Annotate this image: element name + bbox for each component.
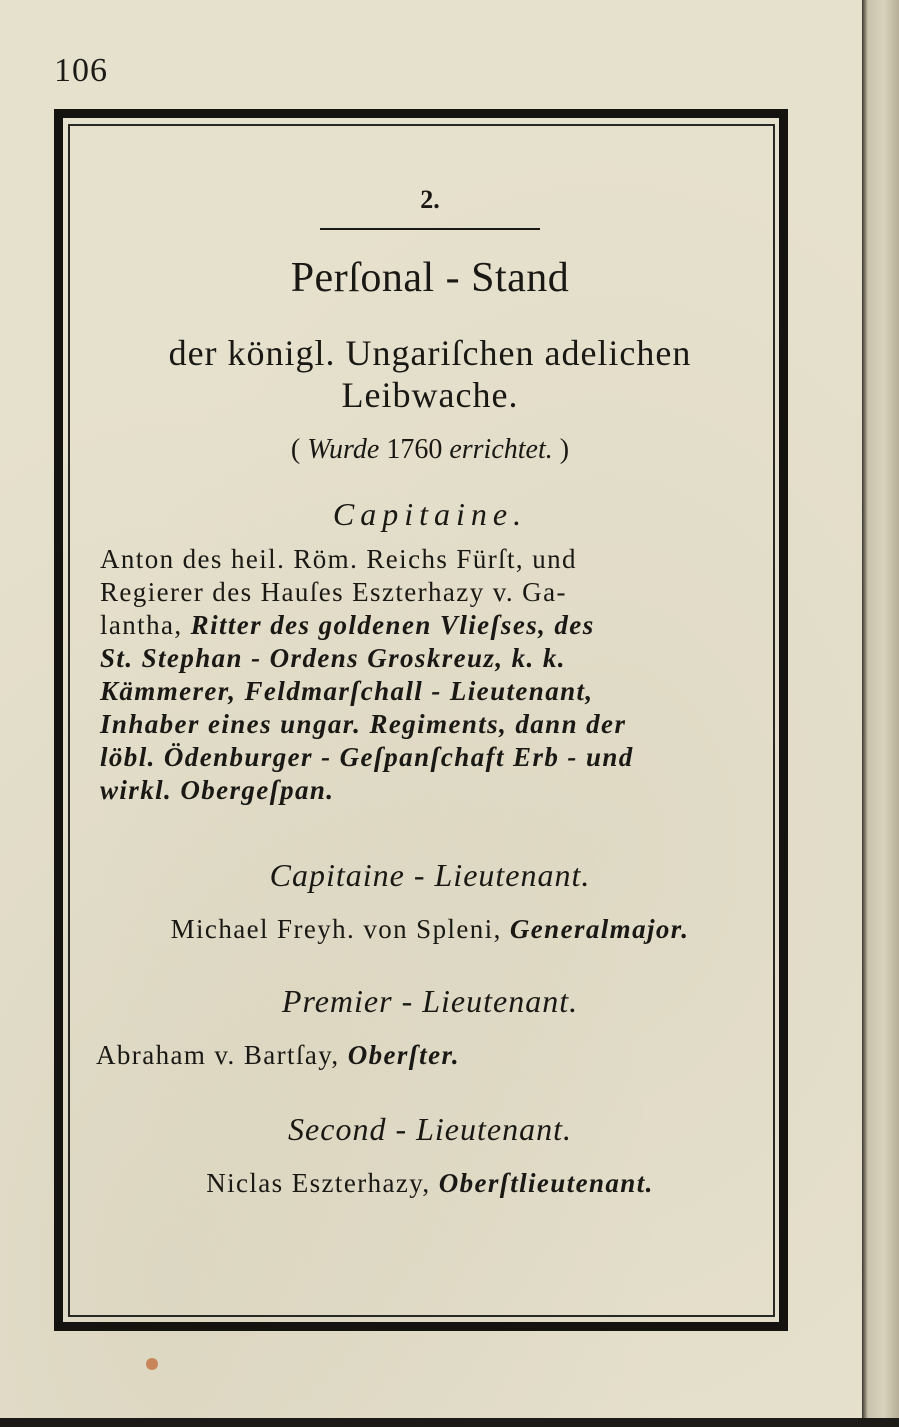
- note-word-wurde: Wurde: [307, 434, 380, 465]
- note-open-paren: (: [290, 434, 301, 465]
- heading-premier-lieutenant: Premier - Lieutenant.: [281, 983, 579, 1019]
- note-close-paren: ): [559, 434, 570, 465]
- capitaine-line-1-plain: Anton des heil. Röm. Reichs Fürſt, und: [100, 544, 577, 574]
- note-year: 1760: [386, 434, 443, 465]
- capitaine-lieutenant-name: Michael Freyh. von Spleni,: [170, 914, 510, 944]
- founding-note: [80, 434, 780, 466]
- capitaine-line-3-plain: lantha,: [100, 610, 191, 640]
- capitaine-line-6-italic: Inhaber eines ungar. Regiments, dann der: [100, 709, 627, 739]
- page-number: 106: [54, 52, 108, 89]
- capitaine-lieutenant-rank: Generalmajor.: [509, 914, 690, 944]
- capitaine-entry: [80, 543, 780, 807]
- capitaine-line-1: [100, 543, 768, 576]
- subtitle-line-1: der königl. Ungariſchen adelichen: [168, 333, 692, 373]
- capitaine-line-7: [100, 741, 768, 774]
- premier-lieutenant-entry: [80, 1040, 780, 1071]
- second-lieutenant-rank: Oberſtlieutenant.: [438, 1168, 654, 1198]
- note-word-errichtet: errichtet.: [449, 434, 553, 465]
- premier-lieutenant-rank: Oberſter.: [347, 1040, 461, 1070]
- page-subtitle: [80, 332, 780, 416]
- paper-stain: [146, 1358, 158, 1370]
- subtitle-line-2: Leibwache.: [341, 375, 519, 415]
- capitaine-line-7-italic: löbl. Ödenburger - Geſpanſchaft Erb - und: [100, 742, 634, 772]
- capitaine-line-2: [100, 576, 768, 609]
- page-title: Perſonal - Stand: [290, 255, 570, 301]
- second-lieutenant-entry: [80, 1168, 780, 1199]
- capitaine-line-2-plain: Regierer des Hauſes Eszterhazy v. Ga-: [100, 577, 567, 607]
- capitaine-line-8-italic: wirkl. Obergeſpan.: [100, 775, 335, 805]
- book-binding-edge: [862, 0, 899, 1427]
- capitaine-line-5: [100, 675, 768, 708]
- heading-second-lieutenant: Second - Lieutenant.: [288, 1111, 572, 1147]
- second-lieutenant-name: Niclas Eszterhazy,: [206, 1168, 439, 1198]
- page-content: [80, 180, 780, 1199]
- capitaine-line-5-italic: Kämmerer, Feldmarſchall - Lieutenant,: [100, 676, 594, 706]
- heading-capitaine: Capitaine.: [332, 496, 528, 532]
- title-divider: [320, 228, 540, 230]
- heading-capitaine-lieutenant: Capitaine - Lieutenant.: [269, 857, 591, 893]
- capitaine-line-4-italic: St. Stephan - Ordens Groskreuz, k. k.: [100, 643, 566, 673]
- capitaine-line-8: [100, 774, 768, 807]
- capitaine-line-3-italic: Ritter des goldenen Vlieſses, des: [190, 610, 595, 640]
- capitaine-line-6: [100, 708, 768, 741]
- section-number: 2.: [420, 185, 440, 214]
- capitaine-line-3: [100, 609, 768, 642]
- capitaine-line-4: [100, 642, 768, 675]
- scan-bottom-edge: [0, 1418, 899, 1427]
- capitaine-lieutenant-entry: [80, 914, 780, 945]
- premier-lieutenant-name: Abraham v. Bartſay,: [96, 1040, 348, 1070]
